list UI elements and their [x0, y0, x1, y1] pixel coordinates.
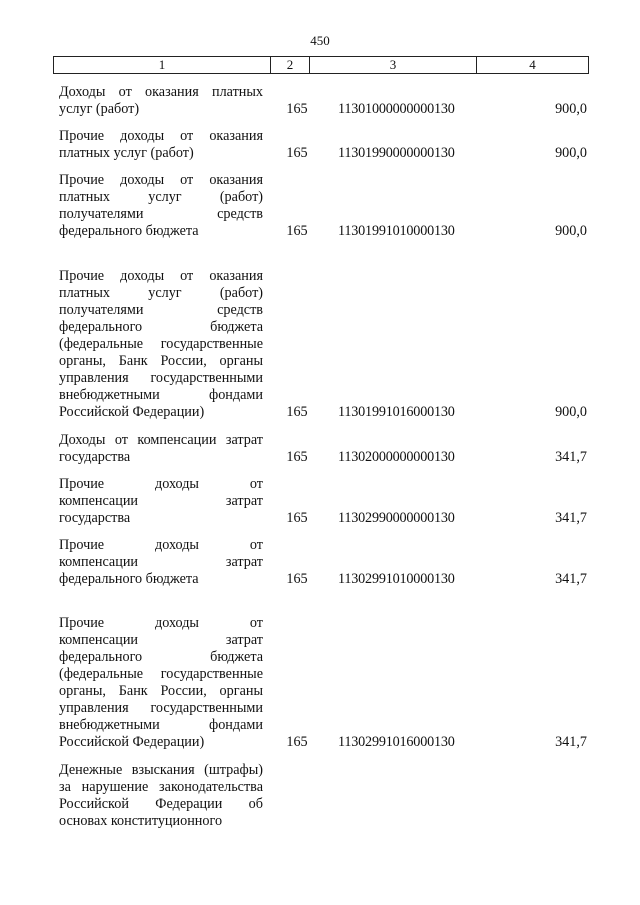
description-line: основах конституционного: [59, 813, 223, 829]
description-line: (федеральные государственные: [59, 666, 263, 682]
header-col-4: 4: [529, 57, 536, 72]
row-code: 165: [286, 223, 308, 239]
description-line: государства: [59, 449, 131, 465]
table-header: [53, 56, 589, 74]
row-description: [59, 128, 263, 162]
row-amount: 900,0: [555, 404, 587, 420]
table-row: [59, 172, 587, 240]
description-line: внебюджетными фондами: [59, 387, 263, 403]
description-line: государства: [59, 510, 131, 526]
row-amount: 900,0: [555, 223, 587, 239]
description-line: платных услуг (работ): [59, 285, 263, 301]
description-line: органы, Банк России, органы: [59, 353, 263, 369]
description-line: Денежные взыскания (штрафы): [59, 762, 263, 778]
description-line: Прочие доходы от: [59, 615, 263, 631]
row-amount: 900,0: [555, 101, 587, 117]
row-description: [59, 762, 263, 830]
row-description: [59, 615, 263, 751]
table-row: [59, 268, 587, 421]
description-line: услуг (работ): [59, 101, 140, 117]
row-code: 165: [286, 571, 308, 587]
description-line: федерального бюджета: [59, 571, 199, 587]
description-line: получателями средств: [59, 302, 263, 318]
table-row: [59, 762, 587, 830]
description-line: федерального бюджета: [59, 319, 263, 335]
row-kbk: 11301991010000130: [338, 223, 455, 239]
row-amount: 341,7: [555, 734, 587, 750]
description-line: Прочие доходы от оказания: [59, 268, 263, 284]
row-code: 165: [286, 734, 308, 750]
header-col-3: 3: [310, 57, 477, 73]
row-amount: 900,0: [555, 145, 587, 161]
row-description: [59, 537, 263, 588]
row-description: [59, 268, 263, 421]
description-line: Российской Федерации об: [59, 796, 263, 812]
row-amount: 341,7: [555, 510, 587, 526]
description-line: получателями средств: [59, 206, 263, 222]
description-line: управления государственными: [59, 370, 263, 386]
table-row: [59, 615, 587, 751]
row-description: [59, 172, 263, 240]
row-code: 165: [286, 145, 308, 161]
description-line: Доходы от компенсации затрат: [59, 432, 263, 448]
description-line: (федеральные государственные: [59, 336, 263, 352]
row-kbk: 11302990000000130: [338, 510, 455, 526]
table-row: [59, 476, 587, 527]
row-code: 165: [286, 449, 308, 465]
table-row: [59, 432, 587, 466]
row-kbk: 11302991010000130: [338, 571, 455, 587]
row-description: [59, 432, 263, 466]
row-kbk: 11302000000000130: [338, 449, 455, 465]
row-description: [59, 476, 263, 527]
table-row: [59, 84, 587, 118]
description-line: платных услуг (работ): [59, 145, 194, 161]
description-line: за нарушение законодательства: [59, 779, 263, 795]
description-line: Доходы от оказания платных: [59, 84, 263, 100]
row-kbk: 11301990000000130: [338, 145, 455, 161]
description-line: компенсации затрат: [59, 493, 263, 509]
table-row: [59, 537, 587, 588]
description-line: компенсации затрат: [59, 554, 263, 570]
description-line: внебюджетными фондами: [59, 717, 263, 733]
row-code: 165: [286, 510, 308, 526]
description-line: Прочие доходы от оказания: [59, 128, 263, 144]
header-col-2: 2: [271, 57, 310, 73]
row-kbk: 11301991016000130: [338, 404, 455, 420]
description-line: федерального бюджета: [59, 223, 199, 239]
description-line: Прочие доходы от: [59, 476, 263, 492]
description-line: Прочие доходы от оказания: [59, 172, 263, 188]
row-kbk: 11301000000000130: [338, 101, 455, 117]
row-kbk: 11302991016000130: [338, 734, 455, 750]
row-description: [59, 84, 263, 118]
description-line: платных услуг (работ): [59, 189, 263, 205]
description-line: Прочие доходы от: [59, 537, 263, 553]
table-row: [59, 128, 587, 162]
header-col-1: 1: [54, 57, 271, 73]
page-number: 450: [310, 33, 330, 48]
row-amount: 341,7: [555, 449, 587, 465]
row-code: 165: [286, 404, 308, 420]
row-code: 165: [286, 101, 308, 117]
row-amount: 341,7: [555, 571, 587, 587]
description-line: Российской Федерации): [59, 734, 205, 750]
description-line: федерального бюджета: [59, 649, 263, 665]
description-line: Российской Федерации): [59, 404, 205, 420]
description-line: органы, Банк России, органы: [59, 683, 263, 699]
description-line: компенсации затрат: [59, 632, 263, 648]
description-line: управления государственными: [59, 700, 263, 716]
